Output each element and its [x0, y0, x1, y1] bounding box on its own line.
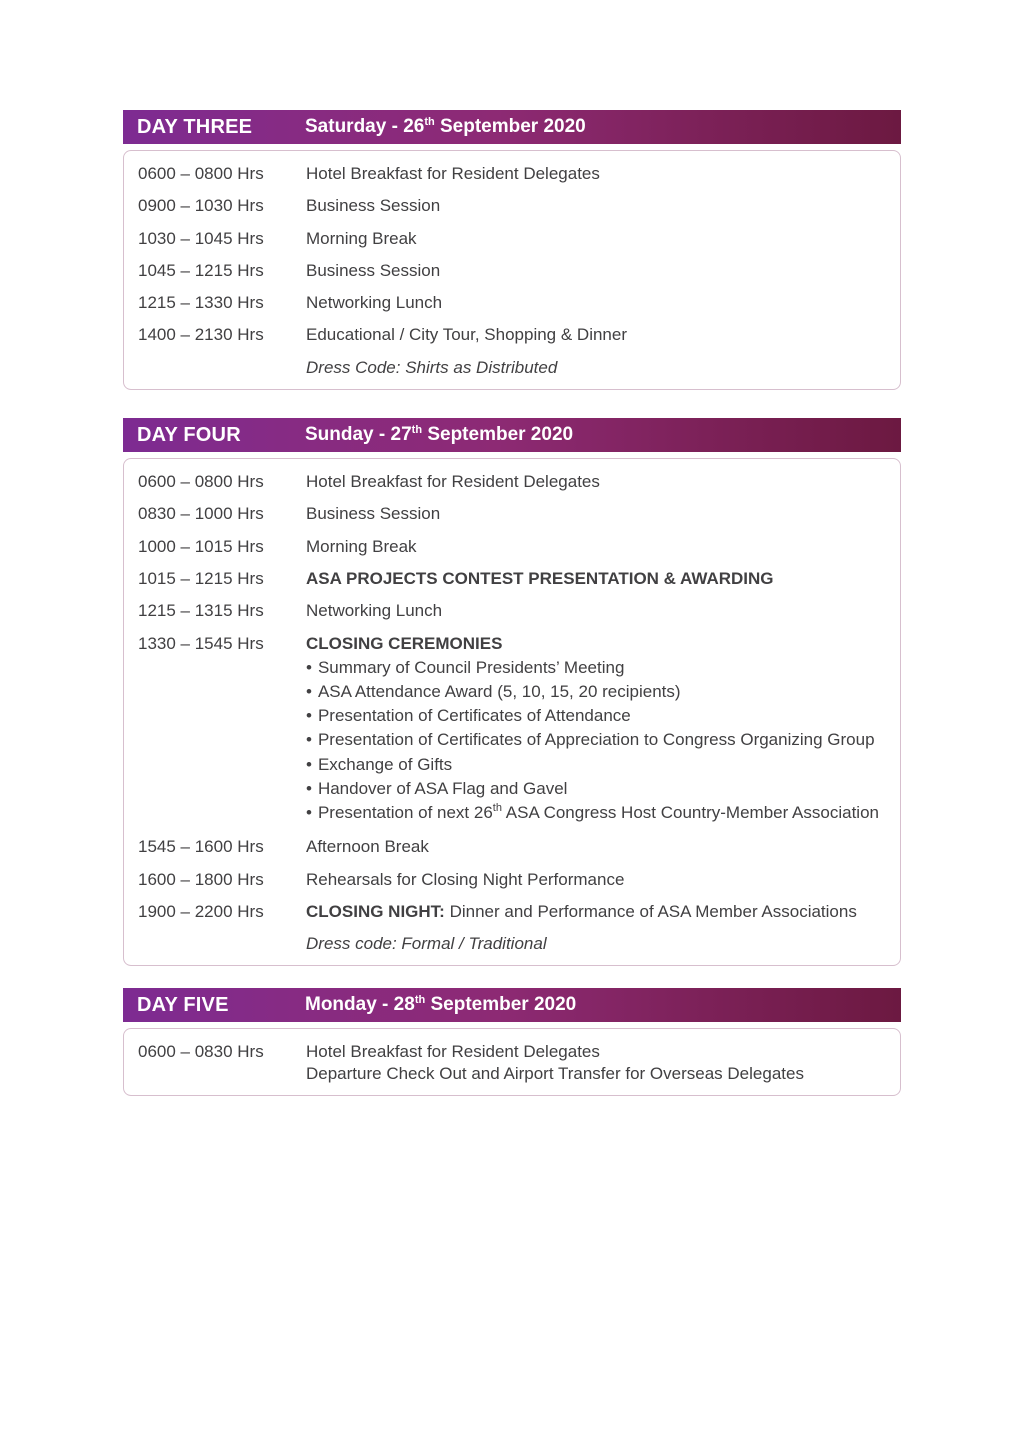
day-four-date-text: Sunday - 27 — [305, 424, 412, 446]
list-item-text: Exchange of Gifts — [317, 754, 453, 774]
day-five-date-text: Monday - 28 — [305, 994, 415, 1016]
time-cell: 1045 – 1215 Hrs — [138, 260, 264, 280]
schedule-row — [138, 1041, 886, 1084]
event-line: Hotel Breakfast for Resident Delegates — [306, 1042, 600, 1062]
dress-code-note: Dress code: Formal / Traditional — [306, 934, 547, 954]
time-cell: 0600 – 0830 Hrs — [138, 1042, 264, 1062]
schedule-row-closing-ceremonies — [138, 633, 886, 826]
event-cell: Morning Break — [306, 536, 417, 556]
time-cell: 1900 – 2200 Hrs — [138, 901, 264, 921]
event-cell: Business Session — [306, 504, 441, 524]
list-item — [306, 801, 886, 825]
schedule-row — [138, 568, 886, 589]
day-three-date — [305, 116, 586, 138]
schedule-row — [138, 163, 886, 184]
bullet-icon: • — [306, 706, 312, 726]
event-cell: Networking Lunch — [306, 293, 443, 313]
list-item — [306, 728, 886, 752]
time-cell: 1400 – 2130 Hrs — [138, 325, 264, 345]
day-four-label: DAY FOUR — [137, 423, 241, 446]
schedule-row-dress-code — [138, 933, 886, 954]
list-item-text: Summary of Council Presidents’ Meeting — [317, 657, 625, 677]
list-item — [306, 753, 886, 777]
closing-ceremonies-list — [306, 656, 886, 825]
schedule-row — [138, 869, 886, 890]
closing-night-title: CLOSING NIGHT: — [306, 901, 445, 921]
schedule-page — [123, 110, 901, 1096]
bullet-icon: • — [306, 803, 312, 823]
day-three-header-bar — [123, 110, 901, 144]
day-five-header-bar — [123, 988, 901, 1022]
section-day-four — [123, 418, 901, 966]
time-cell: 1000 – 1015 Hrs — [138, 536, 264, 556]
time-cell: 1215 – 1315 Hrs — [138, 601, 264, 621]
event-cell — [306, 1041, 886, 1084]
schedule-row — [138, 260, 886, 281]
schedule-row — [138, 471, 886, 492]
time-cell: 0600 – 0800 Hrs — [138, 472, 264, 492]
time-cell: 1015 – 1215 Hrs — [138, 568, 264, 588]
bullet-icon: • — [306, 657, 312, 677]
event-cell: Afternoon Break — [306, 837, 429, 857]
list-item-text: Presentation of Certificates of Appreciation to Congress Organizing Group — [317, 730, 875, 750]
time-cell: 0900 – 1030 Hrs — [138, 196, 264, 216]
schedule-row — [138, 195, 886, 216]
day-four-date — [305, 424, 573, 446]
schedule-row-dress-code — [138, 357, 886, 378]
time-cell: 1600 – 1800 Hrs — [138, 869, 264, 889]
day-four-header-bar — [123, 418, 901, 452]
day-three-date-ordinal: th — [424, 116, 435, 128]
time-cell: 1030 – 1045 Hrs — [138, 228, 264, 248]
schedule-row — [138, 228, 886, 249]
list-item — [306, 680, 886, 704]
day-three-date-text: Saturday - 26 — [305, 116, 425, 137]
day-three-date-rest: September 2020 — [434, 116, 586, 137]
schedule-row-closing-night — [138, 901, 886, 922]
bullet-icon: • — [306, 682, 312, 702]
schedule-row — [138, 324, 886, 345]
bullet-icon: • — [306, 778, 312, 798]
bullet-icon: • — [306, 730, 312, 750]
day-five-date-rest: September 2020 — [425, 994, 577, 1016]
list-item-text: ASA Congress Host Country-Member Association — [501, 803, 879, 823]
time-cell: 1545 – 1600 Hrs — [138, 837, 264, 857]
list-item-text: Handover of ASA Flag and Gavel — [317, 778, 568, 798]
event-cell — [306, 633, 886, 826]
day-three-schedule-box — [123, 150, 901, 390]
day-three-label: DAY THREE — [137, 115, 253, 138]
event-cell-highlight: ASA PROJECTS CONTEST PRESENTATION & AWARDING — [306, 568, 774, 588]
event-cell: Rehearsals for Closing Night Performance — [306, 869, 625, 889]
closing-ceremonies-title: CLOSING CEREMONIES — [306, 633, 503, 653]
list-item-text: Presentation of Certificates of Attendance — [317, 706, 631, 726]
event-cell: Networking Lunch — [306, 601, 443, 621]
day-four-schedule-box — [123, 458, 901, 966]
list-item — [306, 704, 886, 728]
day-four-date-ordinal: th — [411, 424, 423, 437]
section-day-three — [123, 110, 901, 390]
schedule-row — [138, 600, 886, 621]
day-four-date-rest: September 2020 — [422, 424, 574, 446]
event-cell: Hotel Breakfast for Resident Delegates — [306, 164, 600, 183]
event-cell — [306, 901, 886, 922]
list-item — [306, 656, 886, 680]
day-five-date-ordinal: th — [414, 994, 426, 1007]
section-day-five — [123, 988, 901, 1096]
event-line: Departure Check Out and Airport Transfer for Overseas Delegates — [306, 1063, 804, 1083]
ordinal-suffix: th — [492, 802, 502, 815]
time-cell: 0830 – 1000 Hrs — [138, 504, 264, 524]
schedule-row — [138, 536, 886, 557]
event-cell: Hotel Breakfast for Resident Delegates — [306, 472, 600, 492]
schedule-row — [138, 503, 886, 524]
event-cell: Business Session — [306, 260, 441, 280]
dress-code-note: Dress Code: Shirts as Distributed — [306, 357, 558, 377]
event-cell: Business Session — [306, 196, 441, 216]
schedule-row — [138, 292, 886, 313]
bullet-icon: • — [306, 754, 312, 774]
list-item — [306, 777, 886, 801]
schedule-row — [138, 836, 886, 857]
list-item-text: Presentation of next 26 — [317, 803, 493, 823]
closing-night-text: Dinner and Performance of ASA Member Associations — [444, 901, 857, 921]
day-five-schedule-box — [123, 1028, 901, 1096]
day-five-label: DAY FIVE — [137, 993, 229, 1016]
time-cell: 1330 – 1545 Hrs — [138, 633, 264, 653]
list-item-text: ASA Attendance Award (5, 10, 15, 20 recipients) — [317, 682, 681, 702]
event-cell: Educational / City Tour, Shopping & Dinner — [306, 325, 627, 345]
time-cell: 0600 – 0800 Hrs — [138, 164, 264, 183]
day-five-date — [305, 994, 576, 1016]
event-cell: Morning Break — [306, 228, 417, 248]
time-cell: 1215 – 1330 Hrs — [138, 293, 264, 313]
